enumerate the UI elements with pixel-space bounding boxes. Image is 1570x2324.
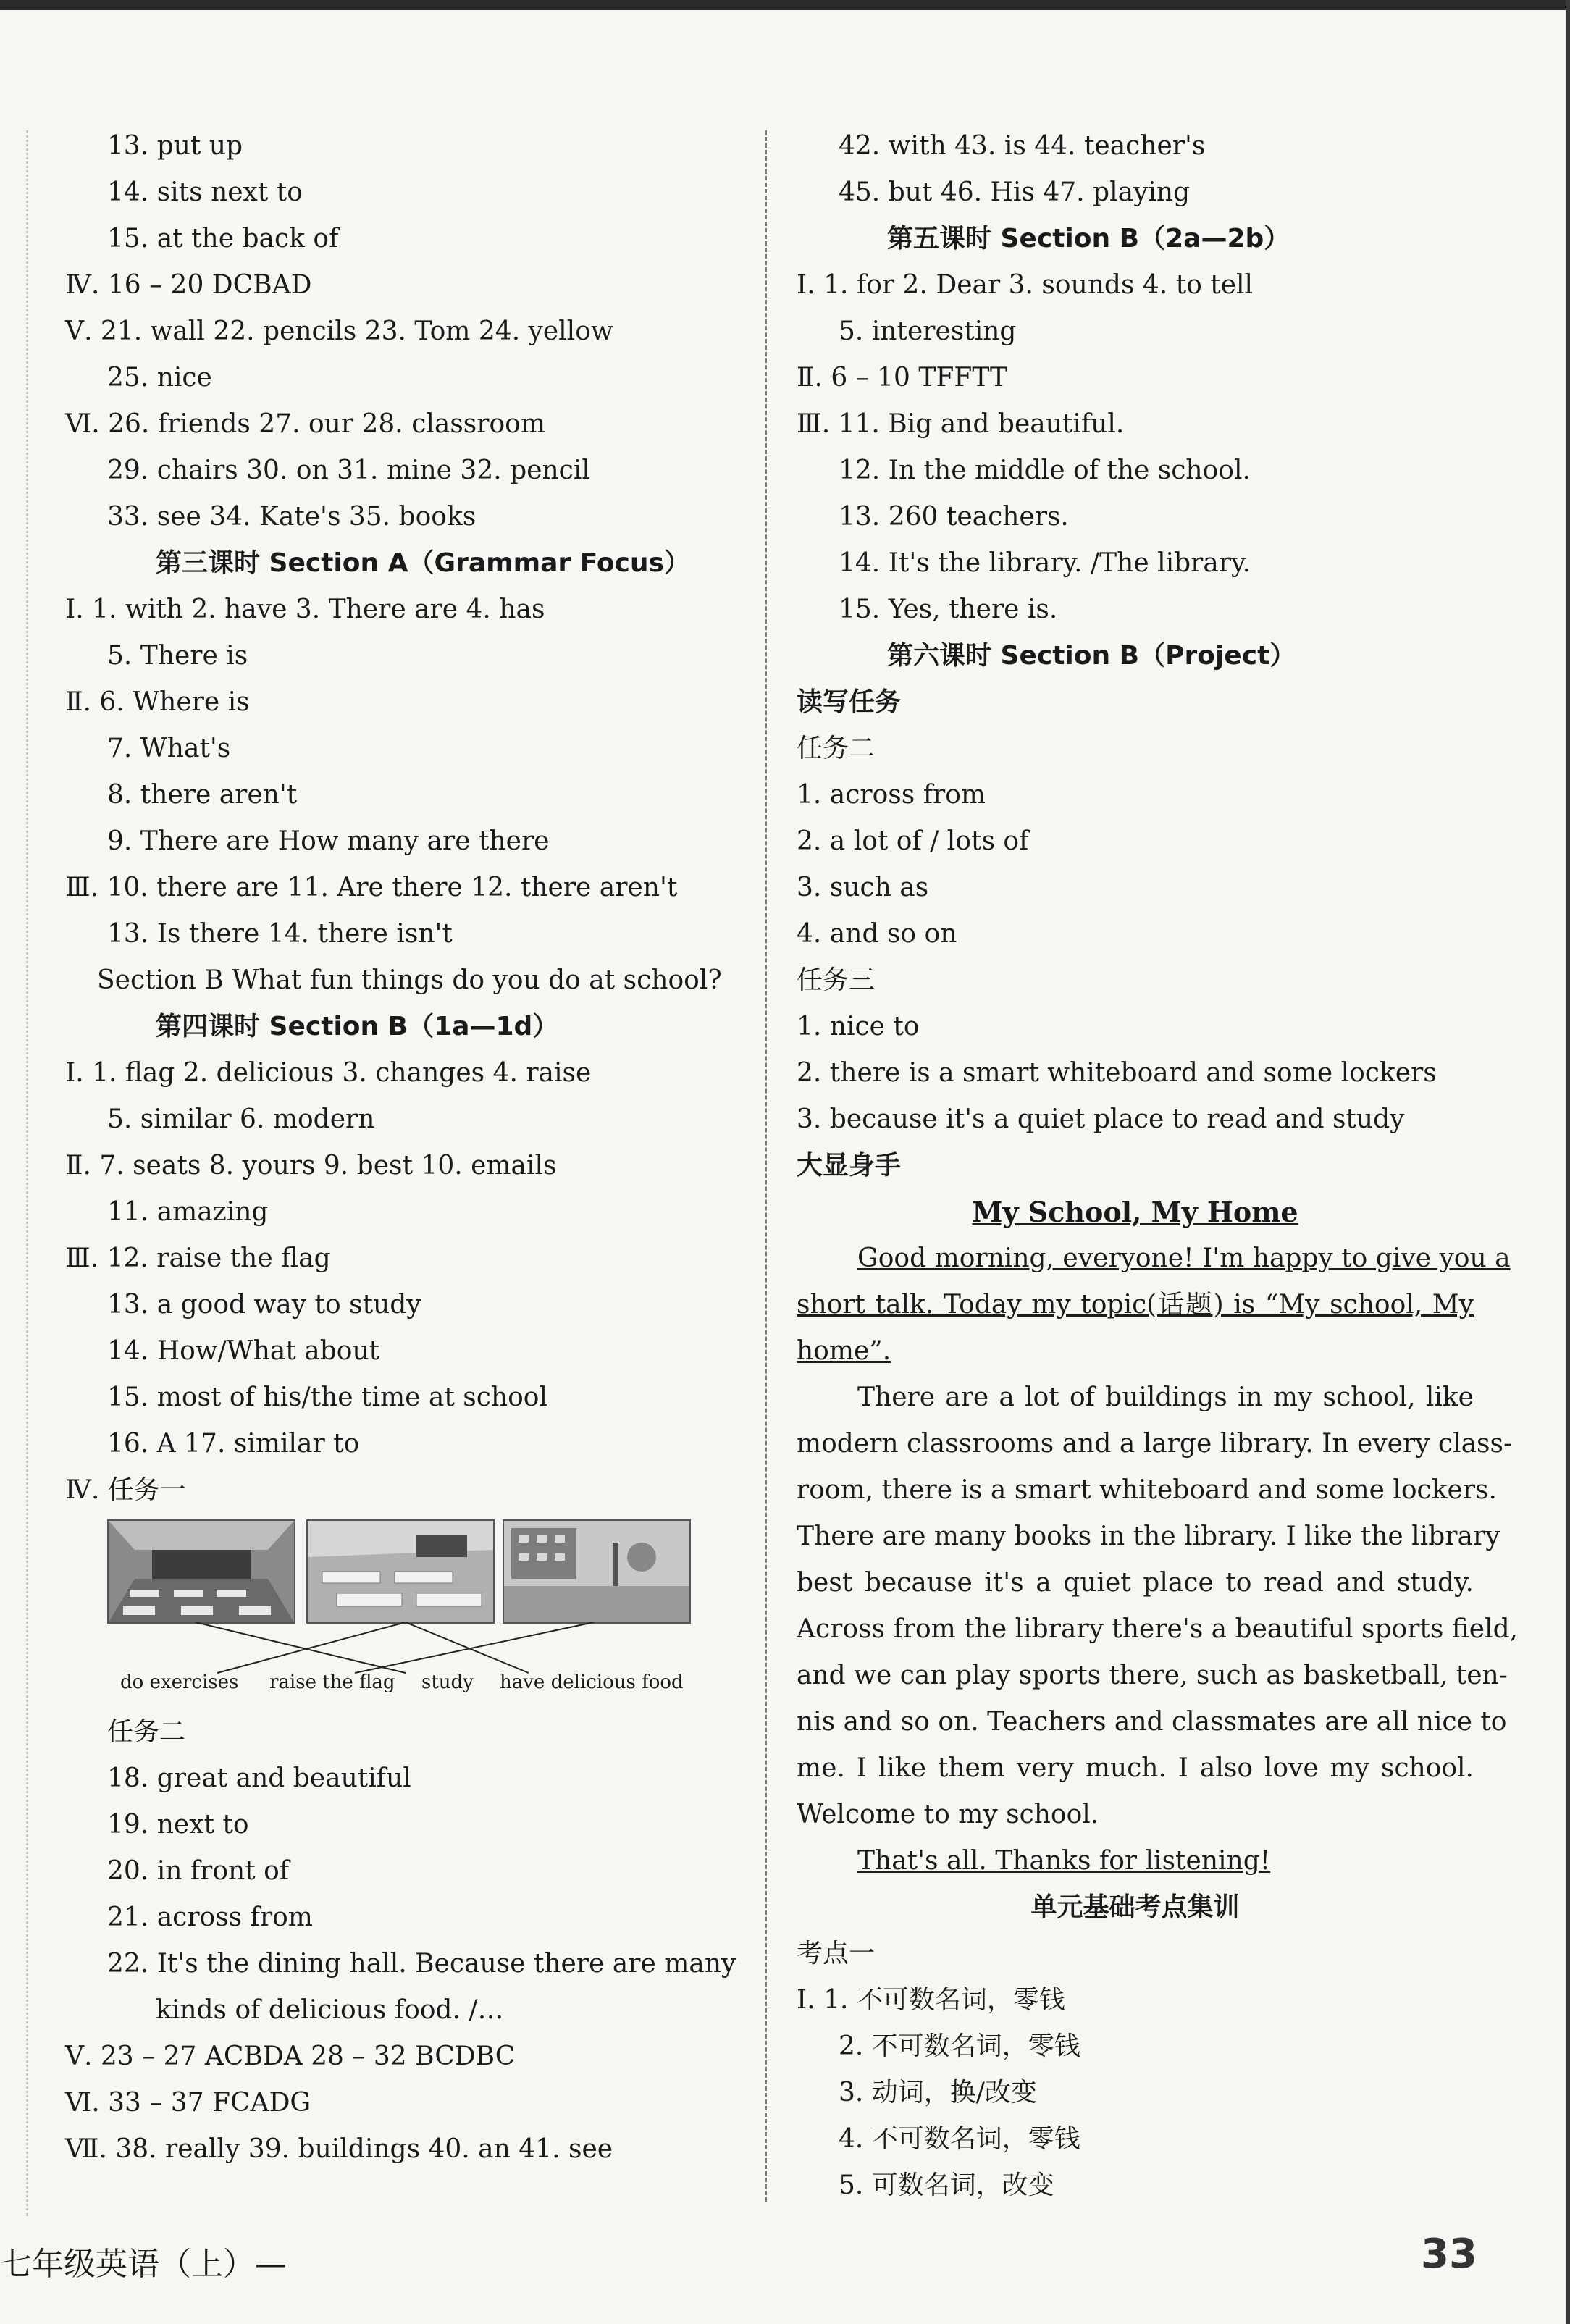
answer-line: Ⅱ. 6 – 10 TFFTT	[797, 363, 1008, 393]
label-raise-flag: raise the flag	[269, 1671, 395, 1693]
answer-line: 4. 不可数名词，零钱	[839, 2124, 1080, 2154]
answer-line: 29. chairs 30. on 31. mine 32. pencil	[107, 456, 590, 485]
answer-line: 5. similar 6. modern	[107, 1104, 375, 1134]
answer-line: 任务三	[797, 965, 876, 995]
answer-line: 22. It's the dining hall. Because there are many	[107, 1949, 736, 1979]
essay-line: best because it's a quiet place to read and study.	[797, 1568, 1474, 1598]
essay-line: home”.	[797, 1336, 891, 1366]
answer-line: 任务二	[107, 1717, 186, 1747]
answer-line: Ⅴ. 21. wall 22. pencils 23. Tom 24. yellow	[65, 316, 613, 346]
label-have-food: have delicious food	[500, 1671, 684, 1693]
answer-line: Ⅱ. 7. seats 8. yours 9. best 10. emails	[65, 1151, 557, 1180]
task1-image-row	[65, 1514, 750, 1666]
answer-line: 5. There is	[107, 641, 248, 671]
classroom-picture	[107, 1519, 295, 1624]
answer-line: 25. nice	[107, 363, 212, 393]
answer-line: 18. great and beautiful	[107, 1763, 411, 1793]
answer-line: Ⅱ. 6. Where is	[65, 687, 250, 717]
answer-line: 14. sits next to	[107, 177, 303, 207]
answer-line: 15. at the back of	[107, 224, 339, 253]
answer-line: 2. 不可数名词，零钱	[839, 2031, 1080, 2061]
answer-line: 19. next to	[107, 1810, 249, 1840]
essay-line: short talk. Today my topic(话题) is “My school, My	[797, 1290, 1474, 1320]
answer-line: 1. across from	[797, 780, 986, 810]
essay-line: Welcome to my school.	[797, 1800, 1099, 1829]
answer-line: Ⅲ. 10. there are 11. Are there 12. there aren't	[65, 873, 678, 902]
label-do-exercises: do exercises	[120, 1671, 239, 1693]
answer-line: Section B What fun things do you do at school?	[97, 965, 722, 995]
page-number: 33	[1421, 2231, 1477, 2278]
answer-line: 5. interesting	[839, 316, 1017, 346]
top-edge	[0, 0, 1570, 10]
answer-line: Ⅰ. 1. 不可数名词，零钱	[797, 1985, 1065, 2015]
answer-line: 14. How/What about	[107, 1336, 380, 1366]
answer-line: Ⅰ. 1. with 2. have 3. There are 4. has	[65, 595, 545, 624]
right-edge	[1566, 0, 1570, 2324]
essay-intro	[797, 1236, 1511, 1375]
answer-line: 45. but 46. His 47. playing	[839, 177, 1191, 207]
answer-line: 13. Is there 14. there isn't	[107, 919, 453, 949]
answer-line: 读写任务	[797, 687, 902, 717]
answer-line: 13. 260 teachers.	[839, 502, 1069, 532]
binding-margin	[26, 130, 30, 2216]
answer-line: 21. across from	[107, 1903, 313, 1932]
dining-hall-picture	[306, 1519, 495, 1624]
answer-line: 第四课时 Section B（1a—1d）	[156, 1012, 559, 1041]
answer-line: 15. most of his/the time at school	[107, 1383, 547, 1412]
answer-line: 3. such as	[797, 873, 929, 902]
essay-line: Good morning, everyone! I'm happy to give you a	[857, 1243, 1511, 1273]
answer-line: 33. see 34. Kate's 35. books	[107, 502, 477, 532]
answer-line: Ⅰ. 1. flag 2. delicious 3. changes 4. raise	[65, 1058, 592, 1088]
answer-line: 第五课时 Section B（2a—2b）	[887, 224, 1290, 253]
answer-line: 第三课时 Section A（Grammar Focus）	[156, 548, 690, 578]
answer-line: Ⅴ. 23 – 27 ACBDA 28 – 32 BCDBC	[65, 2042, 516, 2071]
answer-line: 5. 可数名词，改变	[839, 2170, 1054, 2200]
answer-line: 任务二	[797, 734, 876, 763]
answer-line: 1. nice to	[797, 1012, 920, 1041]
answer-line: Ⅳ. 任务一	[65, 1475, 186, 1505]
answer-line: Ⅵ. 26. friends 27. our 28. classroom	[65, 409, 545, 439]
answer-line: 2. a lot of / lots of	[797, 826, 1029, 856]
essay-line: modern classrooms and a large library. In every class-	[797, 1429, 1513, 1459]
answer-line: kinds of delicious food. /…	[156, 1995, 504, 2025]
match-labels	[65, 1666, 750, 1709]
answer-line: 20. in front of	[107, 1856, 290, 1886]
essay-line: nis and so on. Teachers and classmates are all nice to	[797, 1707, 1507, 1737]
essay-ending: That's all. Thanks for listening!	[857, 1846, 1271, 1876]
answer-line: 大显身手	[797, 1151, 902, 1180]
essay-line: There are a lot of buildings in my school, like	[857, 1383, 1474, 1412]
essay-line: Across from the library there's a beautiful sports field,	[797, 1614, 1519, 1644]
answer-line: Ⅳ. 16 – 20 DCBAD	[65, 270, 312, 300]
answer-line: 2. there is a smart whiteboard and some lockers	[797, 1058, 1437, 1088]
answer-line: Ⅶ. 38. really 39. buildings 40. an 41. see	[65, 2134, 613, 2164]
essay-body	[797, 1375, 1519, 1838]
essay-line: and we can play sports there, such as basketball, ten-	[797, 1661, 1508, 1690]
answer-line: 13. put up	[107, 131, 243, 161]
essay-line: me. I like them very much. I also love my school.	[797, 1753, 1474, 1783]
sports-field-picture	[503, 1519, 691, 1624]
answer-line: 第六课时 Section B（Project）	[887, 641, 1296, 671]
column-divider	[765, 130, 767, 2202]
answer-line: 13. a good way to study	[107, 1290, 421, 1320]
answer-line: Ⅵ. 33 – 37 FCADG	[65, 2088, 311, 2118]
answer-line: 12. In the middle of the school.	[839, 456, 1251, 485]
label-study: study	[421, 1671, 474, 1693]
answer-line: 7. What's	[107, 734, 231, 763]
answer-line: 8. there aren't	[107, 780, 298, 810]
answer-line: 3. because it's a quiet place to read and study	[797, 1104, 1405, 1134]
left-column	[65, 123, 750, 2173]
answer-line: 11. amazing	[107, 1197, 269, 1227]
essay-line: room, there is a smart whiteboard and some lockers.	[797, 1475, 1497, 1505]
right-column	[797, 123, 1519, 2209]
book-title: 七年级英语（上）—	[0, 2246, 287, 2283]
answer-line: 15. Yes, there is.	[839, 595, 1058, 624]
answer-line: 考点一	[797, 1939, 876, 1968]
answer-line: 14. It's the library. /The library.	[839, 548, 1251, 578]
answer-line: 4. and so on	[797, 919, 957, 949]
answer-line: 16. A 17. similar to	[107, 1429, 360, 1459]
answer-line: Ⅲ. 11. Big and beautiful.	[797, 409, 1125, 439]
essay-title: My School, My Home	[972, 1196, 1298, 1228]
answer-line: Ⅰ. 1. for 2. Dear 3. sounds 4. to tell	[797, 270, 1254, 300]
answer-line: 9. There are How many are there	[107, 826, 550, 856]
unit-heading: 单元基础考点集训	[1030, 1892, 1240, 1922]
answer-line: Ⅲ. 12. raise the flag	[65, 1243, 331, 1273]
essay-line: There are many books in the library. I like the library	[797, 1522, 1500, 1551]
answer-line: 42. with 43. is 44. teacher's	[839, 131, 1206, 161]
answer-line: 3. 动词，换/改变	[839, 2078, 1037, 2107]
